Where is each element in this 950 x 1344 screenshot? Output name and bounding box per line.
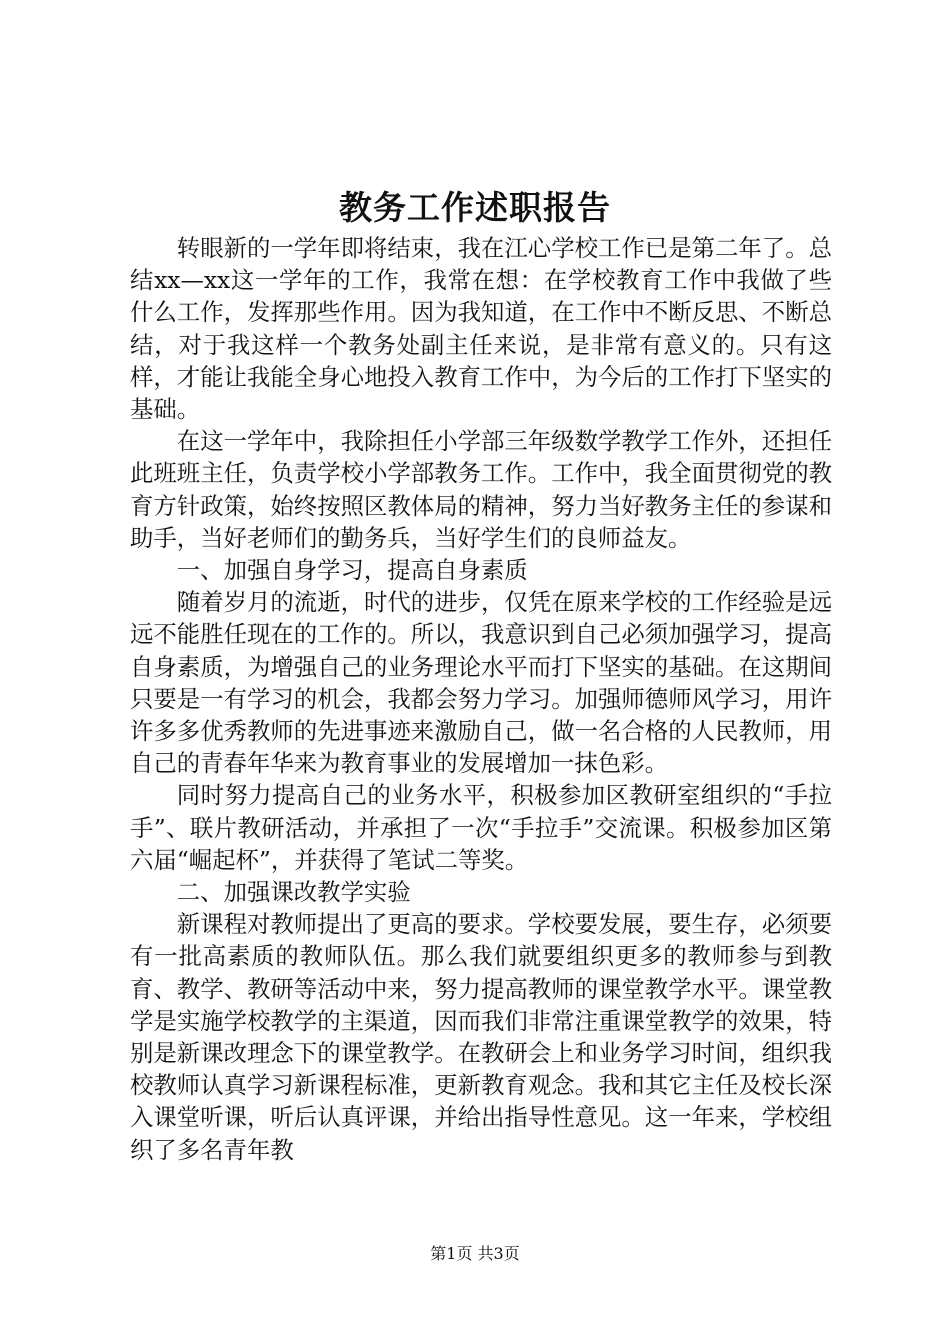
- paragraph-self-study: 随着岁月的流逝，时代的进步，仅凭在原来学校的工作经验是远远不能胜任现在的工作的。所以，我意识到自己必须加强学习，提高自身素质，为增强自己的业务理论水平而打下坚实的基础。在这期间只要是一有学习的机会，我都会努力学习。加强师德师风学习，用许许多多优秀教师的先进事迹来激励自己，做一名合格的人民教师，用自己的青春年华来为教育事业的发展增加一抹色彩。: [130, 588, 832, 778]
- paragraph-duties: 在这一学年中，我除担任小学部三年级数学教学工作外，还担任此班班主任，负责学校小学部教务工作。工作中，我全面贯彻党的教育方针政策，始终按照区教体局的精神，努力当好教务主任的参谋和助手，当好老师们的勤务兵，当好学生们的良师益友。: [130, 427, 832, 552]
- section-heading-1: 一、加强自身学习，提高自身素质: [176, 556, 528, 585]
- paragraph-intro: 转眼新的一学年即将结束，我在江心学校工作已是第二年了。总结xx—xx这一学年的工作，我常在想：在学校教育工作中我做了些什么工作，发挥那些作用。因为我知道，在工作中不断反思、不断总结，对于我这样一个教务处副主任来说，是非常有意义的。只有这样，才能让我能全身心地投入教育工作中，为今后的工作打下坚实的基础。: [130, 234, 832, 424]
- document-body: [130, 232, 832, 1166]
- paragraph-professional-level: 同时努力提高自己的业务水平，积极参加区教研室组织的“手拉手”、联片教研活动，并承担了一次“手拉手”交流课。积极参加区第六届“崛起杯”，并获得了笔试二等奖。: [130, 781, 832, 874]
- page-number-footer: 第1页 共3页: [430, 1244, 520, 1263]
- document-title: 教务工作述职报告: [339, 188, 611, 227]
- section-heading-2: 二、加强课改教学实验: [176, 878, 411, 907]
- paragraph-curriculum-reform: 新课程对教师提出了更高的要求。学校要发展，要生存，必须要有一批高素质的教师队伍。那么我们就要组织更多的教师参与到教育、教学、教研等活动中来，努力提高教师的课堂教学水平。课堂教学是实施学校教学的主渠道，因而我们非常注重课堂教学的效果，特别是新课改理念下的课堂教学。在教研会上和业务学习时间，组织我校教师认真学习新课程标准，更新教育观念。我和其它主任及校长深入课堂听课，听后认真评课，并给出指导性意见。这一年来，学校组织了多名青年教: [130, 910, 832, 1164]
